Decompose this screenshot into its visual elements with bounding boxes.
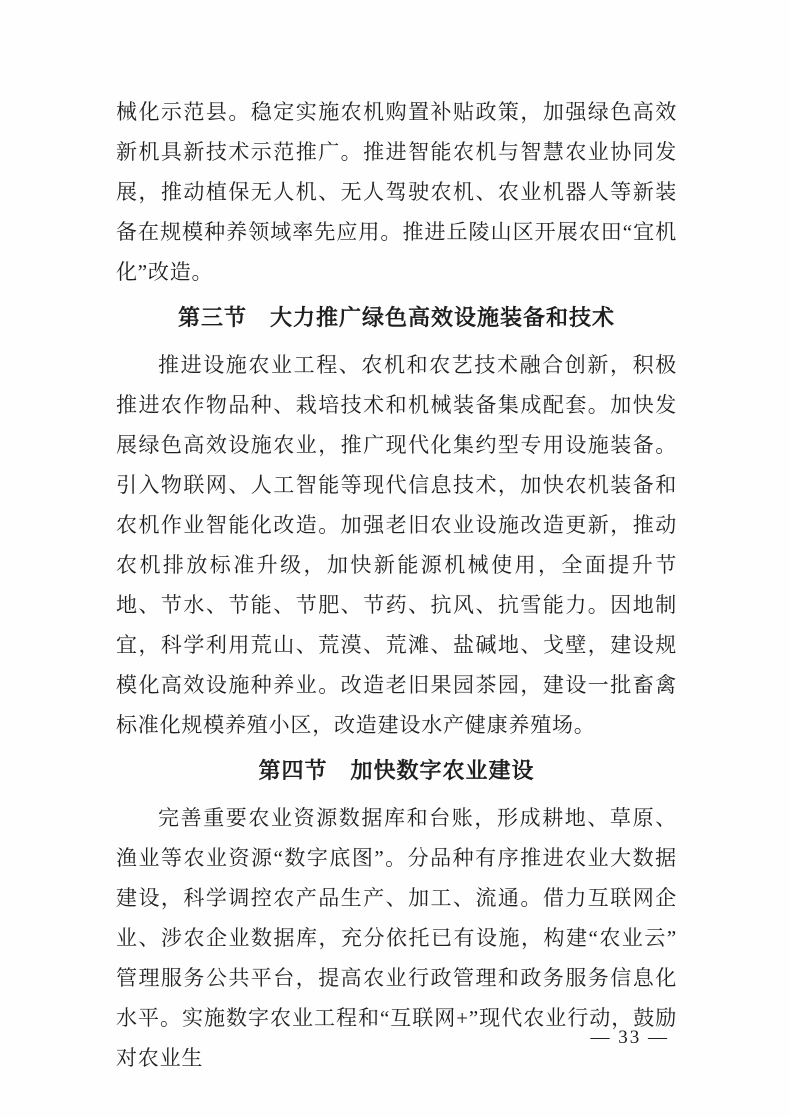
paragraph-section-3: 推进设施农业工程、农机和农艺技术融合创新，积极推进农作物品种、栽培技术和机械装备集成配套。加快发展绿色高效设施农业，推广现代化集约型专用设施装备。引入物联网、人工智能等现代信息技术，加快农机装备和农机作业智能化改造。加强老旧农业设施改造更新，推动农机排放标准升级，加快新能源机械使用，全面提升节地、节水、节能、节肥、节药、抗风、抗雪能力。因地制宜，科学利用荒山、荒漠、荒滩、盐碱地、戈壁，建设规模化高效设施种养业。改造老旧果园茶园，建设一批畜禽标准化规模养殖小区，改造建设水产健康养殖场。 <box>116 353 677 737</box>
paragraph-continuation: 械化示范县。稳定实施农机购置补贴政策，加强绿色高效新机具新技术示范推广。推进智能农机与智慧农业协同发展，推动植保无人机、无人驾驶农机、农业机器人等新装备在规模种养领域率先应用。推进丘陵山区开展农田“宜机化”改造。 <box>116 100 677 284</box>
page-content <box>116 92 677 1078</box>
page-number: — 33 — <box>590 1027 669 1048</box>
section-heading-4: 第四节 加快数字农业建设 <box>258 758 535 783</box>
section-heading-3: 第三节 大力推广绿色高效设施装备和技术 <box>177 305 615 330</box>
paragraph-section-4: 完善重要农业资源数据库和台账，形成耕地、草原、渔业等农业资源“数字底图”。分品种有序推进农业大数据建设，科学调控农产品生产、加工、流通。借力互联网企业、涉农企业数据库，充分依托已有设施，构建“农业云”管理服务公共平台，提高农业行政管理和政务服务信息化水平。实施数字农业工程和“互联网+”现代农业行动，鼓励对农业生 <box>116 806 677 1070</box>
